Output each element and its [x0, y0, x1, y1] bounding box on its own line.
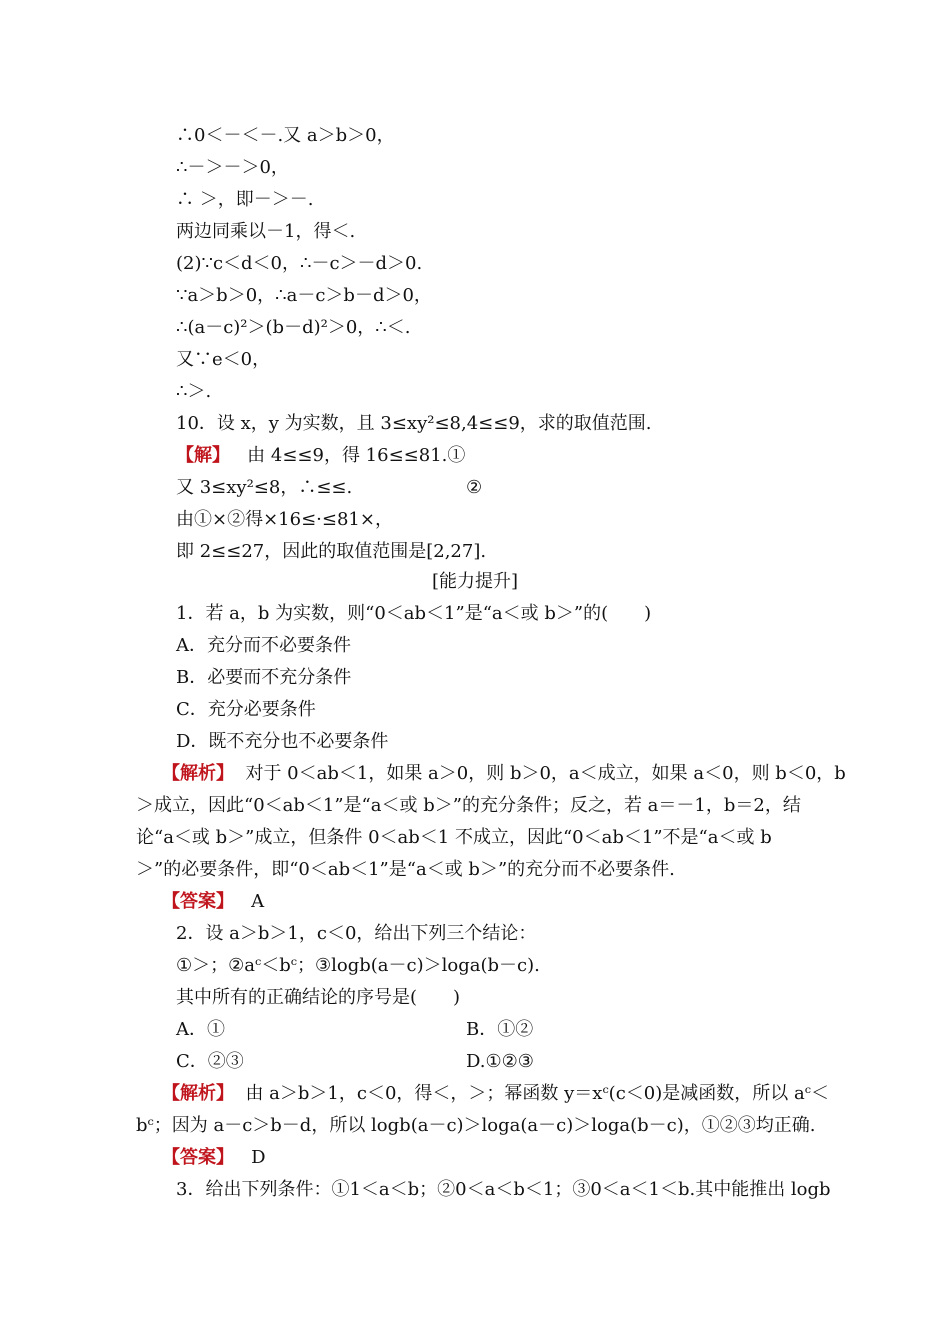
text-line: 又∵e＜0，	[176, 349, 271, 370]
option-a: A．充分而不必要条件	[176, 635, 351, 656]
question-1: 1．若 a，b 为实数，则“0＜ab＜1”是“a＜或 b＞”的( )	[176, 603, 652, 624]
text-line: (2)∵c＜d＜0，∴－c＞－d＞0.	[176, 253, 423, 274]
option-a: A．①	[176, 1019, 225, 1040]
text-line: ∴ ＞，即－＞－.	[176, 189, 314, 210]
option-c: C．②③	[176, 1051, 244, 1072]
text-line: ∴＞.	[176, 381, 212, 402]
option-c: C．充分必要条件	[176, 699, 316, 720]
analysis-tag: 【解析】	[162, 763, 234, 784]
text-line: ＞”的必要条件，即“0＜ab＜1”是“a＜或 b＞”的充分而不必要条件.	[136, 859, 675, 880]
option-b: B．必要而不充分条件	[176, 667, 352, 688]
analysis-tag: 【解析】	[162, 1083, 234, 1104]
answer-tag: 【答案】	[162, 1147, 234, 1168]
text-line: ∵a＞b＞0，∴a－c＞b－d＞0，	[176, 285, 432, 306]
section-title: [能力提升]	[431, 571, 519, 592]
text-line: 其中所有的正确结论的序号是( )	[176, 987, 461, 1008]
text-line: ∴(a－c)²＞(b－d)²＞0，∴＜.	[176, 317, 411, 338]
analysis-line: 【解析】 由 a＞b＞1，c＜0，得＜，＞；幂函数 y＝xᶜ(c＜0)是减函数，所以 aᶜ＜	[162, 1083, 829, 1104]
option-b: B．①②	[466, 1019, 534, 1040]
question-10: 10．设 x，y 为实数，且 3≤xy²≤8,4≤≤9，求的取值范围.	[176, 413, 652, 434]
text-line: ＞成立，因此“0＜ab＜1”是“a＜或 b＞”的充分条件；反之，若 a＝－1，b＝2，结	[136, 795, 801, 816]
answer-line: 【答案】 D	[162, 1147, 266, 1168]
text-line: 论“a＜或 b＞”成立，但条件 0＜ab＜1 不成立，因此“0＜ab＜1”不是“a＜或 b	[136, 827, 772, 848]
solution-tag: 【解】	[176, 445, 230, 466]
text-line: 又 3≤xy²≤8，∴≤≤.	[176, 477, 353, 498]
text-line: ∴0＜－＜－.又 a＞b＞0，	[176, 125, 395, 146]
answer-tag: 【答案】	[162, 891, 234, 912]
answer-line: 【答案】 A	[162, 891, 265, 912]
text-line: ∴－＞－＞0，	[176, 157, 289, 178]
text-line: 两边同乘以－1，得＜.	[176, 221, 356, 242]
text-line: 由①×②得×16≤·≤81×，	[176, 509, 393, 530]
option-d: D．既不充分也不必要条件	[176, 731, 389, 752]
text-line: 即 2≤≤27，因此的取值范围是[2,27].	[176, 541, 487, 562]
question-2: 2．设 a＞b＞1，c＜0，给出下列三个结论：	[176, 923, 537, 944]
text-line: ①＞；②aᶜ＜bᶜ；③logb(a－c)＞loga(b－c).	[176, 955, 540, 976]
text-line: bᶜ；因为 a－c＞b－d，所以 logb(a－c)＞loga(a－c)＞loga(b－c)，①②③均正确.	[136, 1115, 816, 1136]
text-line: ②	[466, 477, 483, 498]
option-d: D.①②③	[466, 1051, 534, 1072]
analysis-line: 【解析】 对于 0＜ab＜1，如果 a＞0，则 b＞0，a＜成立，如果 a＜0，则 b＜0，b	[162, 763, 846, 784]
solution-line: 【解】 由 4≤≤9，得 16≤≤81.①	[176, 445, 466, 466]
question-3: 3．给出下列条件：①1＜a＜b；②0＜a＜b＜1；③0＜a＜1＜b.其中能推出 logb	[176, 1179, 831, 1200]
